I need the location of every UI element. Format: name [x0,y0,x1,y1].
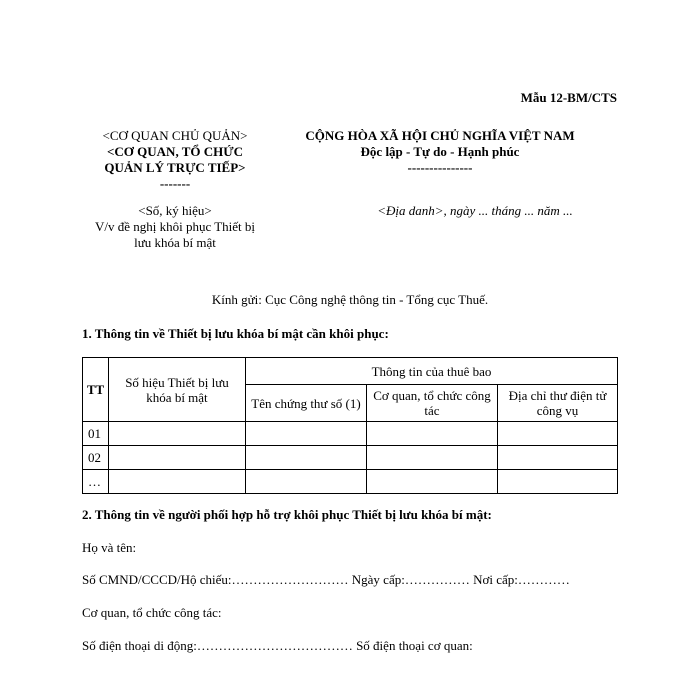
subject-line2: lưu khóa bí mật [134,235,216,250]
country-name: CỘNG HÒA XÃ HỘI CHỦ NGHĨA VIỆT NAM [305,128,575,143]
national-motto-header [270,128,610,176]
table-row [83,470,618,494]
place-and-date: <Địa danh>, ngày ... tháng ... năm ... [377,203,573,218]
table-cell[interactable] [246,422,367,446]
table-cell[interactable] [109,470,246,494]
table-cell[interactable] [367,470,498,494]
table-cell[interactable] [367,446,498,470]
phone-field: Số điện thoại di động:……………………………… Số điện thoại cơ quan: [82,638,473,653]
table-row [83,422,618,446]
organization-field: Cơ quan, tổ chức công tác: [82,605,222,620]
table-cell[interactable] [246,446,367,470]
agency-divider: ------- [159,176,191,191]
table-cell[interactable] [498,446,618,470]
table-cell[interactable] [498,422,618,446]
parent-agency: <CƠ QUAN CHỦ QUẢN> [102,128,248,143]
agency-name-line2: QUẢN LÝ TRỰC TIẾP> [104,160,246,175]
subject-line1: V/v đề nghị khôi phục Thiết bị [94,219,256,234]
salutation: Kính gửi: Cục Công nghệ thông tin - Tổng cục Thuế. [211,292,489,307]
table-cell[interactable] [109,446,246,470]
table-row [83,446,618,470]
col-org-header: Cơ quan, tổ chức công tác [367,385,498,422]
col-device-header: Số hiệu Thiết bị lưu khóa bí mật [109,358,246,422]
row-number: 01 [83,422,109,446]
document-reference [70,203,280,251]
issuing-agency-header [70,128,280,192]
table-cell[interactable] [109,422,246,446]
device-table [82,357,618,494]
motto-divider: --------------- [407,160,473,175]
name-field: Họ và tên: [82,540,137,555]
table-cell[interactable] [498,470,618,494]
form-code: Mẫu 12-BM/CTS [520,90,617,105]
table-cell[interactable] [246,470,367,494]
col-tt-header: TT [83,358,109,422]
table-cell[interactable] [367,422,498,446]
agency-name-line1: <CƠ QUAN, TỔ CHỨC [107,144,243,159]
col-subscriber-group-header: Thông tin của thuê bao [246,358,618,385]
col-email-header: Địa chỉ thư điện tử công vụ [498,385,618,422]
row-number: 02 [83,446,109,470]
section2-title: 2. Thông tin về người phối hợp hỗ trợ khôi phục Thiết bị lưu khóa bí mật: [82,507,492,522]
document-number: <Số, ký hiệu> [138,203,212,218]
id-document-field: Số CMND/CCCD/Hộ chiếu:……………………… Ngày cấp:…………… Nơi cấp:………… [82,572,570,587]
national-motto: Độc lập - Tự do - Hạnh phúc [360,144,520,159]
col-cert-header: Tên chứng thư số (1) [246,385,367,422]
row-number: … [83,470,109,494]
section1-title: 1. Thông tin về Thiết bị lưu khóa bí mật cần khôi phục: [82,326,389,341]
